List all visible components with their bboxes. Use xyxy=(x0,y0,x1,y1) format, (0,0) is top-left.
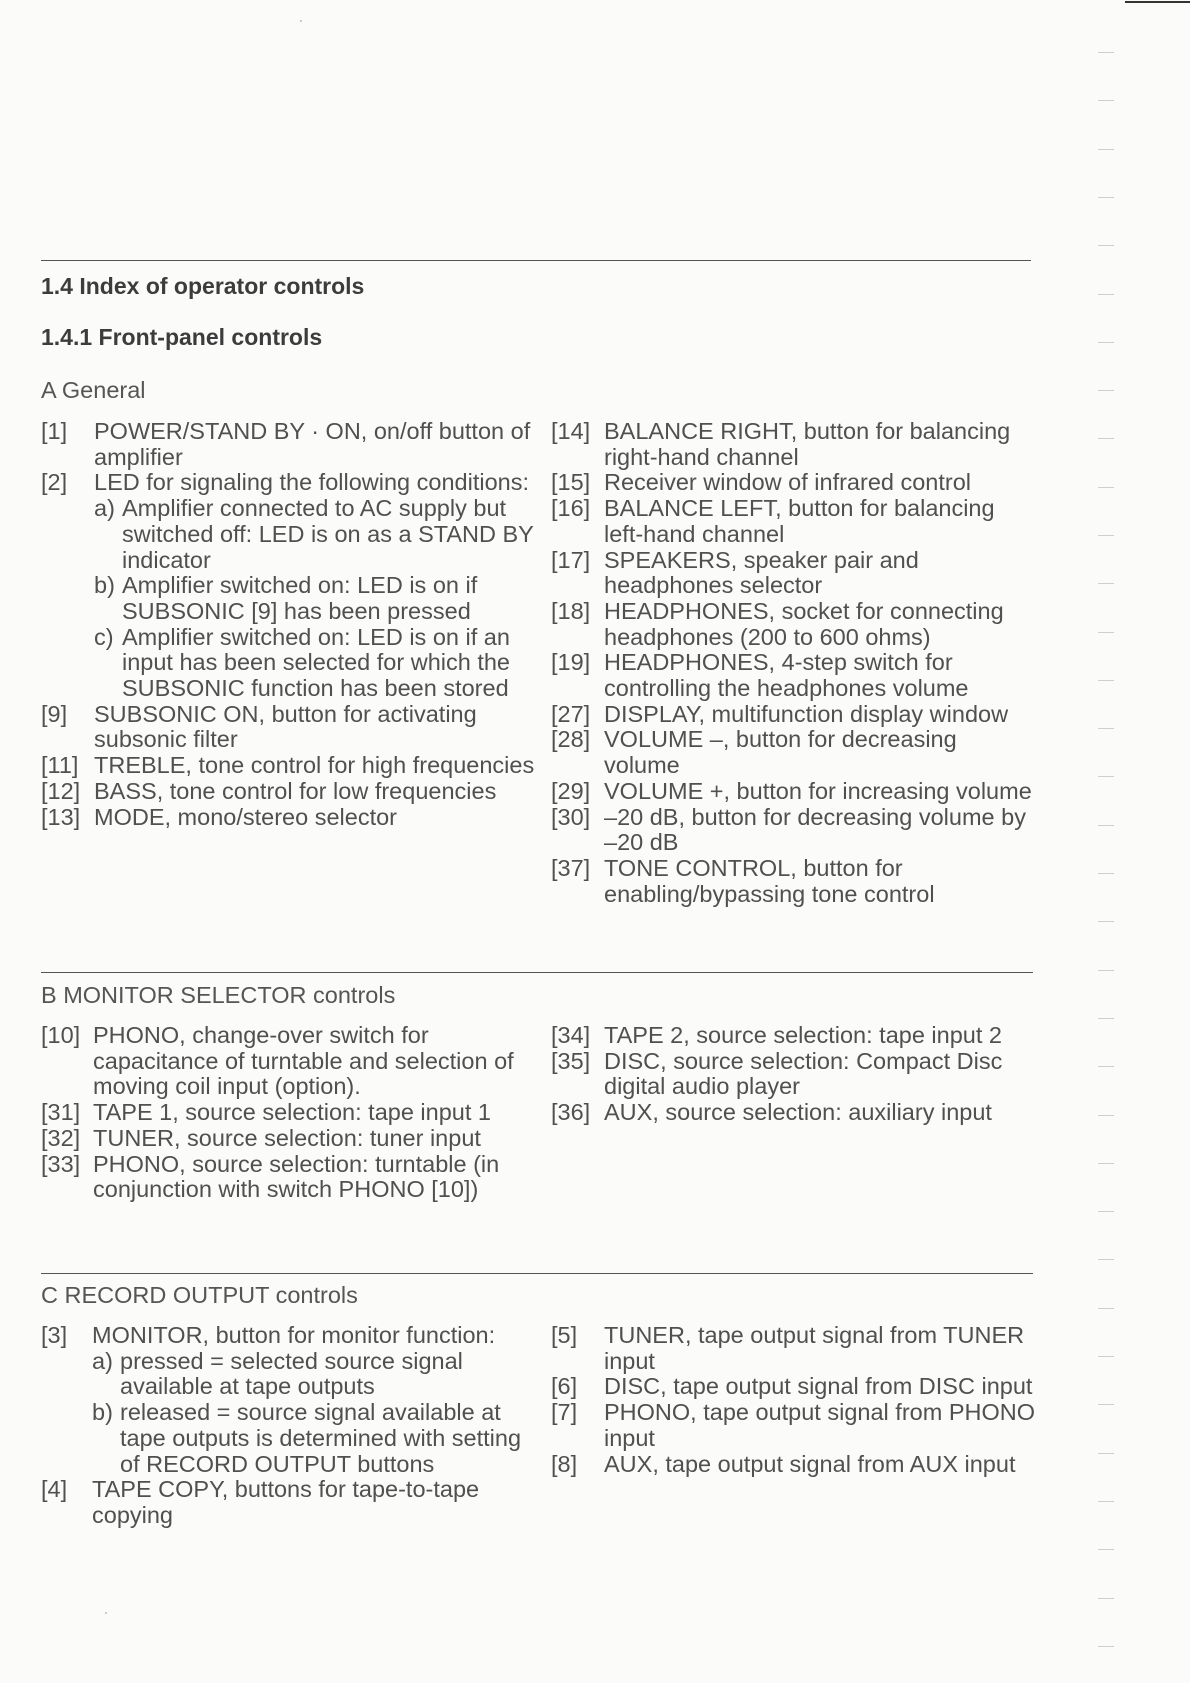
control-description: TAPE COPY, buttons for tape-to-tape copying xyxy=(92,1476,480,1528)
control-entry xyxy=(551,1374,1035,1400)
margin-tick xyxy=(1098,342,1114,343)
control-entry xyxy=(551,805,1035,856)
margin-tick xyxy=(1098,245,1114,246)
control-description: SUBSONIC ON, button for activating subsonic filter xyxy=(94,700,477,753)
control-entry xyxy=(551,470,1035,496)
control-number: [8] xyxy=(551,1450,578,1477)
control-description: AUX, tape output signal from AUX input xyxy=(604,1450,1016,1477)
control-entry xyxy=(551,1023,1035,1049)
condition-item xyxy=(92,1400,536,1477)
margin-marks xyxy=(1098,0,1118,1683)
control-description: LED for signaling the following conditions: xyxy=(94,469,530,496)
margin-tick xyxy=(1098,1549,1114,1550)
margin-tick xyxy=(1098,776,1114,777)
margin-tick xyxy=(1098,825,1114,826)
control-number: [9] xyxy=(41,700,68,727)
section-c-right-column xyxy=(551,1323,1035,1477)
control-entry xyxy=(41,1023,536,1100)
control-number: [12] xyxy=(41,777,81,804)
control-entry xyxy=(551,1049,1035,1100)
control-description: AUX, source selection: auxiliary input xyxy=(604,1099,992,1126)
margin-tick xyxy=(1098,149,1114,150)
margin-tick xyxy=(1098,197,1114,198)
control-description: PHONO, tape output signal from PHONO input xyxy=(604,1399,1035,1451)
control-number: [32] xyxy=(41,1124,81,1151)
control-entry xyxy=(551,1323,1035,1374)
control-number: [16] xyxy=(551,495,591,522)
control-description: MONITOR, button for monitor function: xyxy=(92,1322,496,1348)
margin-tick xyxy=(1098,1211,1114,1212)
control-description: TREBLE, tone control for high frequencies xyxy=(94,752,535,779)
control-number: [37] xyxy=(551,854,591,881)
margin-tick xyxy=(1098,1018,1114,1019)
control-entry xyxy=(551,496,1035,547)
control-number: [34] xyxy=(551,1022,591,1048)
control-number: [31] xyxy=(41,1099,81,1126)
condition-text: released = source signal available at tape outputs is determined with setting of RECORD OUTPUT buttons xyxy=(120,1399,522,1477)
margin-tick xyxy=(1098,100,1114,101)
margin-tick xyxy=(1098,1453,1114,1454)
control-number: [5] xyxy=(551,1322,578,1348)
margin-tick xyxy=(1098,921,1114,922)
margin-tick xyxy=(1098,970,1114,971)
control-number: [30] xyxy=(551,803,591,830)
margin-tick xyxy=(1098,1356,1114,1357)
control-description: PHONO, change-over switch for capacitance of turntable and selection of moving coil input (option). xyxy=(93,1022,514,1100)
control-number: [11] xyxy=(41,752,79,779)
subsection-heading: 1.4.1 Front-panel controls xyxy=(41,324,323,350)
control-number: [27] xyxy=(551,700,591,727)
section-a-left-column xyxy=(41,419,536,830)
condition-item xyxy=(94,625,536,702)
condition-item xyxy=(94,496,536,573)
margin-tick xyxy=(1098,1066,1114,1067)
section-b-title: B MONITOR SELECTOR controls xyxy=(41,982,396,1008)
margin-tick xyxy=(1098,535,1114,536)
control-description: BALANCE LEFT, button for balancing left-hand channel xyxy=(604,495,995,547)
control-entry xyxy=(41,1323,536,1477)
scan-speck xyxy=(300,20,302,22)
margin-tick xyxy=(1098,680,1114,681)
control-number: [28] xyxy=(551,726,591,753)
control-entry xyxy=(41,779,536,805)
control-entry xyxy=(551,1100,1035,1126)
control-description: TUNER, tape output signal from TUNER input xyxy=(604,1322,1025,1374)
margin-tick xyxy=(1098,1308,1114,1309)
condition-letter: b) xyxy=(94,572,115,599)
control-entry xyxy=(41,702,536,753)
margin-tick xyxy=(1098,52,1114,53)
margin-tick xyxy=(1098,583,1114,584)
control-entry xyxy=(551,727,1035,778)
control-entry xyxy=(551,702,1035,728)
margin-tick xyxy=(1098,1115,1114,1116)
control-entry xyxy=(551,599,1035,650)
section-a-right-column xyxy=(551,419,1035,907)
margin-tick xyxy=(1098,1501,1114,1502)
control-description: Receiver window of infrared control xyxy=(604,469,972,496)
condition-item xyxy=(92,1349,536,1400)
control-entry xyxy=(41,1126,536,1152)
condition-letter: b) xyxy=(92,1399,113,1426)
control-entry xyxy=(551,1452,1035,1478)
control-description: HEADPHONES, 4-step switch for controlling the headphones volume xyxy=(604,649,969,702)
control-entry xyxy=(41,805,536,831)
control-number: [10] xyxy=(41,1022,81,1048)
control-description: VOLUME –, button for decreasing volume xyxy=(604,726,957,779)
condition-text: pressed = selected source signal available at tape outputs xyxy=(120,1347,463,1400)
section-a-title: A General xyxy=(41,377,146,403)
control-number: [35] xyxy=(551,1047,591,1074)
margin-tick xyxy=(1098,728,1114,729)
control-description: SPEAKERS, speaker pair and headphones selector xyxy=(604,546,919,599)
section-c-rule xyxy=(41,1273,1033,1274)
control-description: TAPE 2, source selection: tape input 2 xyxy=(604,1022,1002,1048)
control-number: [14] xyxy=(551,418,591,444)
control-description: –20 dB, button for decreasing volume by –20 dB xyxy=(604,803,1026,856)
control-number: [17] xyxy=(551,546,591,573)
margin-tick xyxy=(1098,390,1114,391)
condition-text: Amplifier switched on: LED is on if SUBSONIC [9] has been pressed xyxy=(122,572,478,624)
margin-tick xyxy=(1098,487,1114,488)
control-number: [13] xyxy=(41,803,81,830)
control-description: HEADPHONES, socket for connecting headphones (200 to 600 ohms) xyxy=(604,597,1004,650)
control-number: [15] xyxy=(551,469,591,496)
section-b-right-column xyxy=(551,1023,1035,1126)
control-number: [36] xyxy=(551,1099,591,1126)
control-description: PHONO, source selection: turntable (in conjunction with switch PHONO [10]) xyxy=(93,1150,500,1203)
control-entry xyxy=(551,856,1035,907)
control-description: DISC, tape output signal from DISC input xyxy=(604,1373,1033,1400)
control-description: TAPE 1, source selection: tape input 1 xyxy=(93,1099,491,1126)
control-entry xyxy=(551,419,1035,470)
control-number: [29] xyxy=(551,777,591,804)
control-entry xyxy=(551,779,1035,805)
condition-letter: a) xyxy=(92,1347,113,1374)
control-entry xyxy=(41,1152,536,1203)
section-heading: 1.4 Index of operator controls xyxy=(41,273,365,299)
margin-tick xyxy=(1098,438,1114,439)
control-description: DISC, source selection: Compact Disc digital audio player xyxy=(604,1047,1003,1100)
control-entry xyxy=(41,470,536,701)
condition-text: Amplifier connected to AC supply but switched off: LED is on as a STAND BY indicator xyxy=(122,495,534,573)
control-entry xyxy=(41,419,536,470)
condition-letter: a) xyxy=(94,495,115,522)
margin-tick xyxy=(1098,1259,1114,1260)
margin-tick xyxy=(1098,1598,1114,1599)
control-entry xyxy=(551,650,1035,701)
condition-letter: c) xyxy=(94,623,114,650)
condition-item xyxy=(94,573,536,624)
margin-tick xyxy=(1098,1404,1114,1405)
scan-speck xyxy=(105,1612,107,1614)
control-description: POWER/STAND BY · ON, on/off button of amplifier xyxy=(94,418,531,470)
margin-tick xyxy=(1098,1163,1114,1164)
control-description: DISPLAY, multifunction display window xyxy=(604,700,1009,727)
control-description: BALANCE RIGHT, button for balancing right-hand channel xyxy=(604,418,1011,470)
control-entry xyxy=(41,1477,536,1528)
control-number: [4] xyxy=(41,1476,68,1503)
section-b-left-column xyxy=(41,1023,536,1203)
control-entry xyxy=(41,1100,536,1126)
control-number: [18] xyxy=(551,597,591,624)
corner-scan-mark xyxy=(1125,1,1190,3)
control-number: [3] xyxy=(41,1322,68,1348)
condition-text: Amplifier switched on: LED is on if an input has been selected for which the SUBSONIC function has been stored xyxy=(122,623,511,702)
control-description: TUNER, source selection: tuner input xyxy=(93,1124,481,1151)
top-rule xyxy=(41,260,1031,261)
control-number: [7] xyxy=(551,1399,578,1426)
margin-tick xyxy=(1098,873,1114,874)
margin-tick xyxy=(1098,632,1114,633)
control-number: [6] xyxy=(551,1373,578,1400)
control-number: [33] xyxy=(41,1150,81,1177)
control-number: [19] xyxy=(551,649,591,676)
control-description: VOLUME +, button for increasing volume xyxy=(604,777,1032,804)
control-entry xyxy=(551,548,1035,599)
margin-tick xyxy=(1098,294,1114,295)
control-number: [2] xyxy=(41,469,68,496)
control-description: TONE CONTROL, button for enabling/bypassing tone control xyxy=(604,854,935,907)
margin-tick xyxy=(1098,1646,1114,1647)
control-description: BASS, tone control for low frequencies xyxy=(94,777,497,804)
control-number: [1] xyxy=(41,418,68,444)
control-entry xyxy=(551,1400,1035,1451)
section-b-rule xyxy=(41,972,1033,973)
section-c-left-column xyxy=(41,1323,536,1529)
control-description: MODE, mono/stereo selector xyxy=(94,803,397,830)
control-entry xyxy=(41,753,536,779)
section-c-title: C RECORD OUTPUT controls xyxy=(41,1282,358,1308)
